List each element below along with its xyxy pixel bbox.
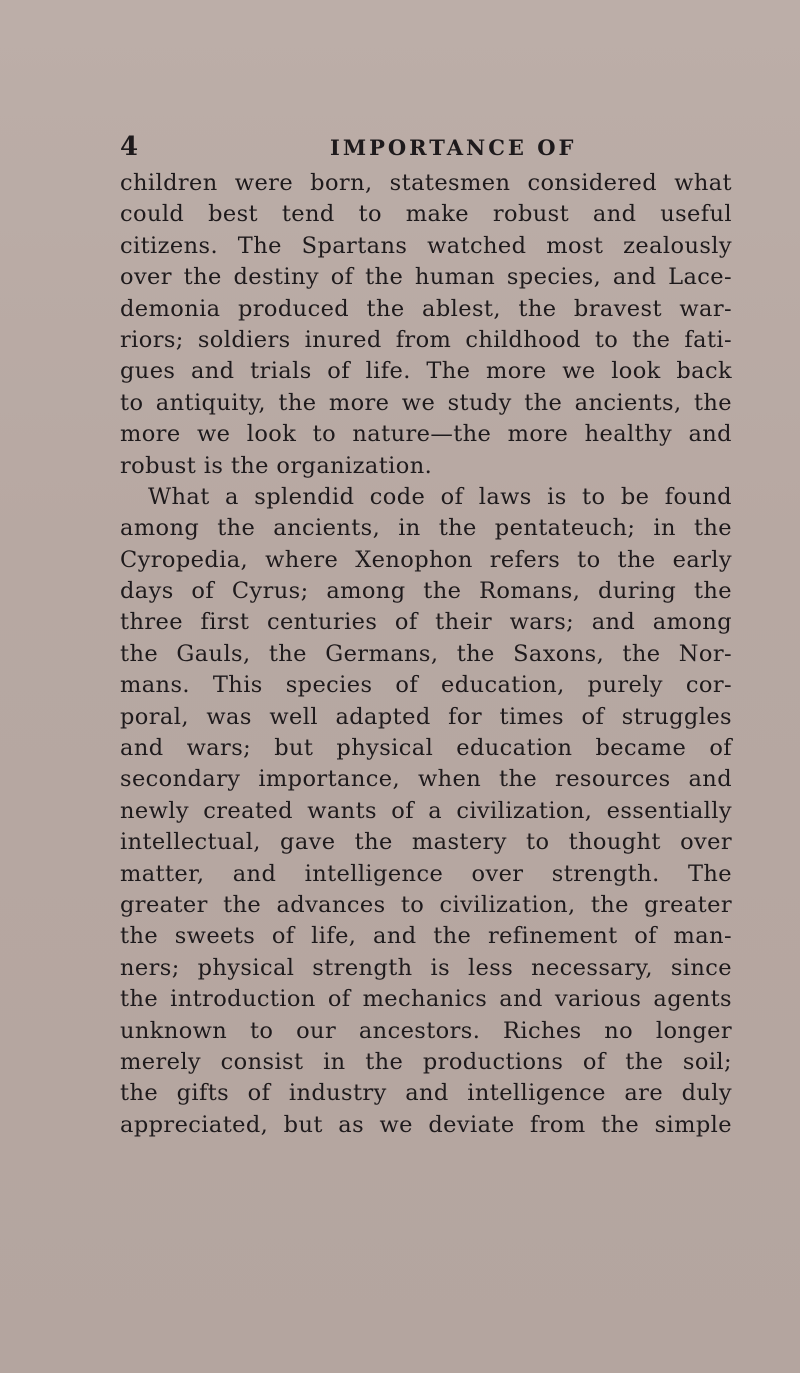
text-line: mans. This species of education, purely cor-: [120, 672, 732, 699]
text-line: the introduction of mechanics and various agents: [120, 986, 732, 1013]
text-line: demonia produced the ablest, the bravest war-: [120, 295, 732, 322]
text-line: to antiquity, the more we study the ancients, the: [120, 389, 732, 416]
text-line: What a splendid code of laws is to be found: [148, 483, 732, 510]
text-line: unknown to our ancestors. Riches no longer: [120, 1017, 732, 1044]
text-line: the gifts of industry and intelligence are duly: [120, 1080, 732, 1107]
text-line: matter, and intelligence over strength. The: [120, 860, 732, 887]
text-line: robust is the organization.: [120, 452, 433, 479]
text-line: children were born, statesmen considered what: [120, 170, 732, 196]
text-line: intellectual, gave the mastery to thought over: [120, 829, 732, 856]
body-text: [120, 168, 732, 1141]
text-line: poral, was well adapted for times of struggles: [120, 703, 732, 730]
text-line: newly created wants of a civilization, essentially: [120, 797, 732, 824]
text-line: gues and trials of life. The more we look back: [120, 358, 732, 385]
text-line: could best tend to make robust and useful: [120, 201, 732, 228]
text-line: greater the advances to civilization, the greater: [120, 891, 732, 918]
text-line: secondary importance, when the resources and: [120, 766, 732, 793]
text-line: Cyropedia, where Xenophon refers to the early: [120, 546, 732, 573]
text-line: days of Cyrus; among the Romans, during the: [120, 578, 732, 605]
running-head: IMPORTANCE OF: [330, 135, 577, 160]
text-line: ners; physical strength is less necessary, since: [120, 954, 732, 981]
text-line: over the destiny of the human species, and Lace-: [120, 264, 732, 291]
page-header: [120, 132, 740, 162]
text-line: the sweets of life, and the refinement of man-: [120, 923, 732, 950]
page-number: 4: [120, 132, 139, 162]
text-line: and wars; but physical education became of: [120, 735, 732, 762]
text-line: three first centuries of their wars; and among: [120, 609, 732, 636]
text-line: merely consist in the productions of the soil;: [120, 1048, 732, 1075]
text-line: appreciated, but as we deviate from the simple: [120, 1111, 732, 1138]
text-line: more we look to nature—the more healthy and: [120, 421, 732, 448]
text-line: citizens. The Spartans watched most zealously: [120, 232, 732, 259]
text-line: the Gauls, the Germans, the Saxons, the Nor-: [120, 640, 732, 667]
text-line: among the ancients, in the pentateuch; in the: [120, 515, 732, 542]
text-line: riors; soldiers inured from childhood to the fati-: [120, 326, 732, 353]
